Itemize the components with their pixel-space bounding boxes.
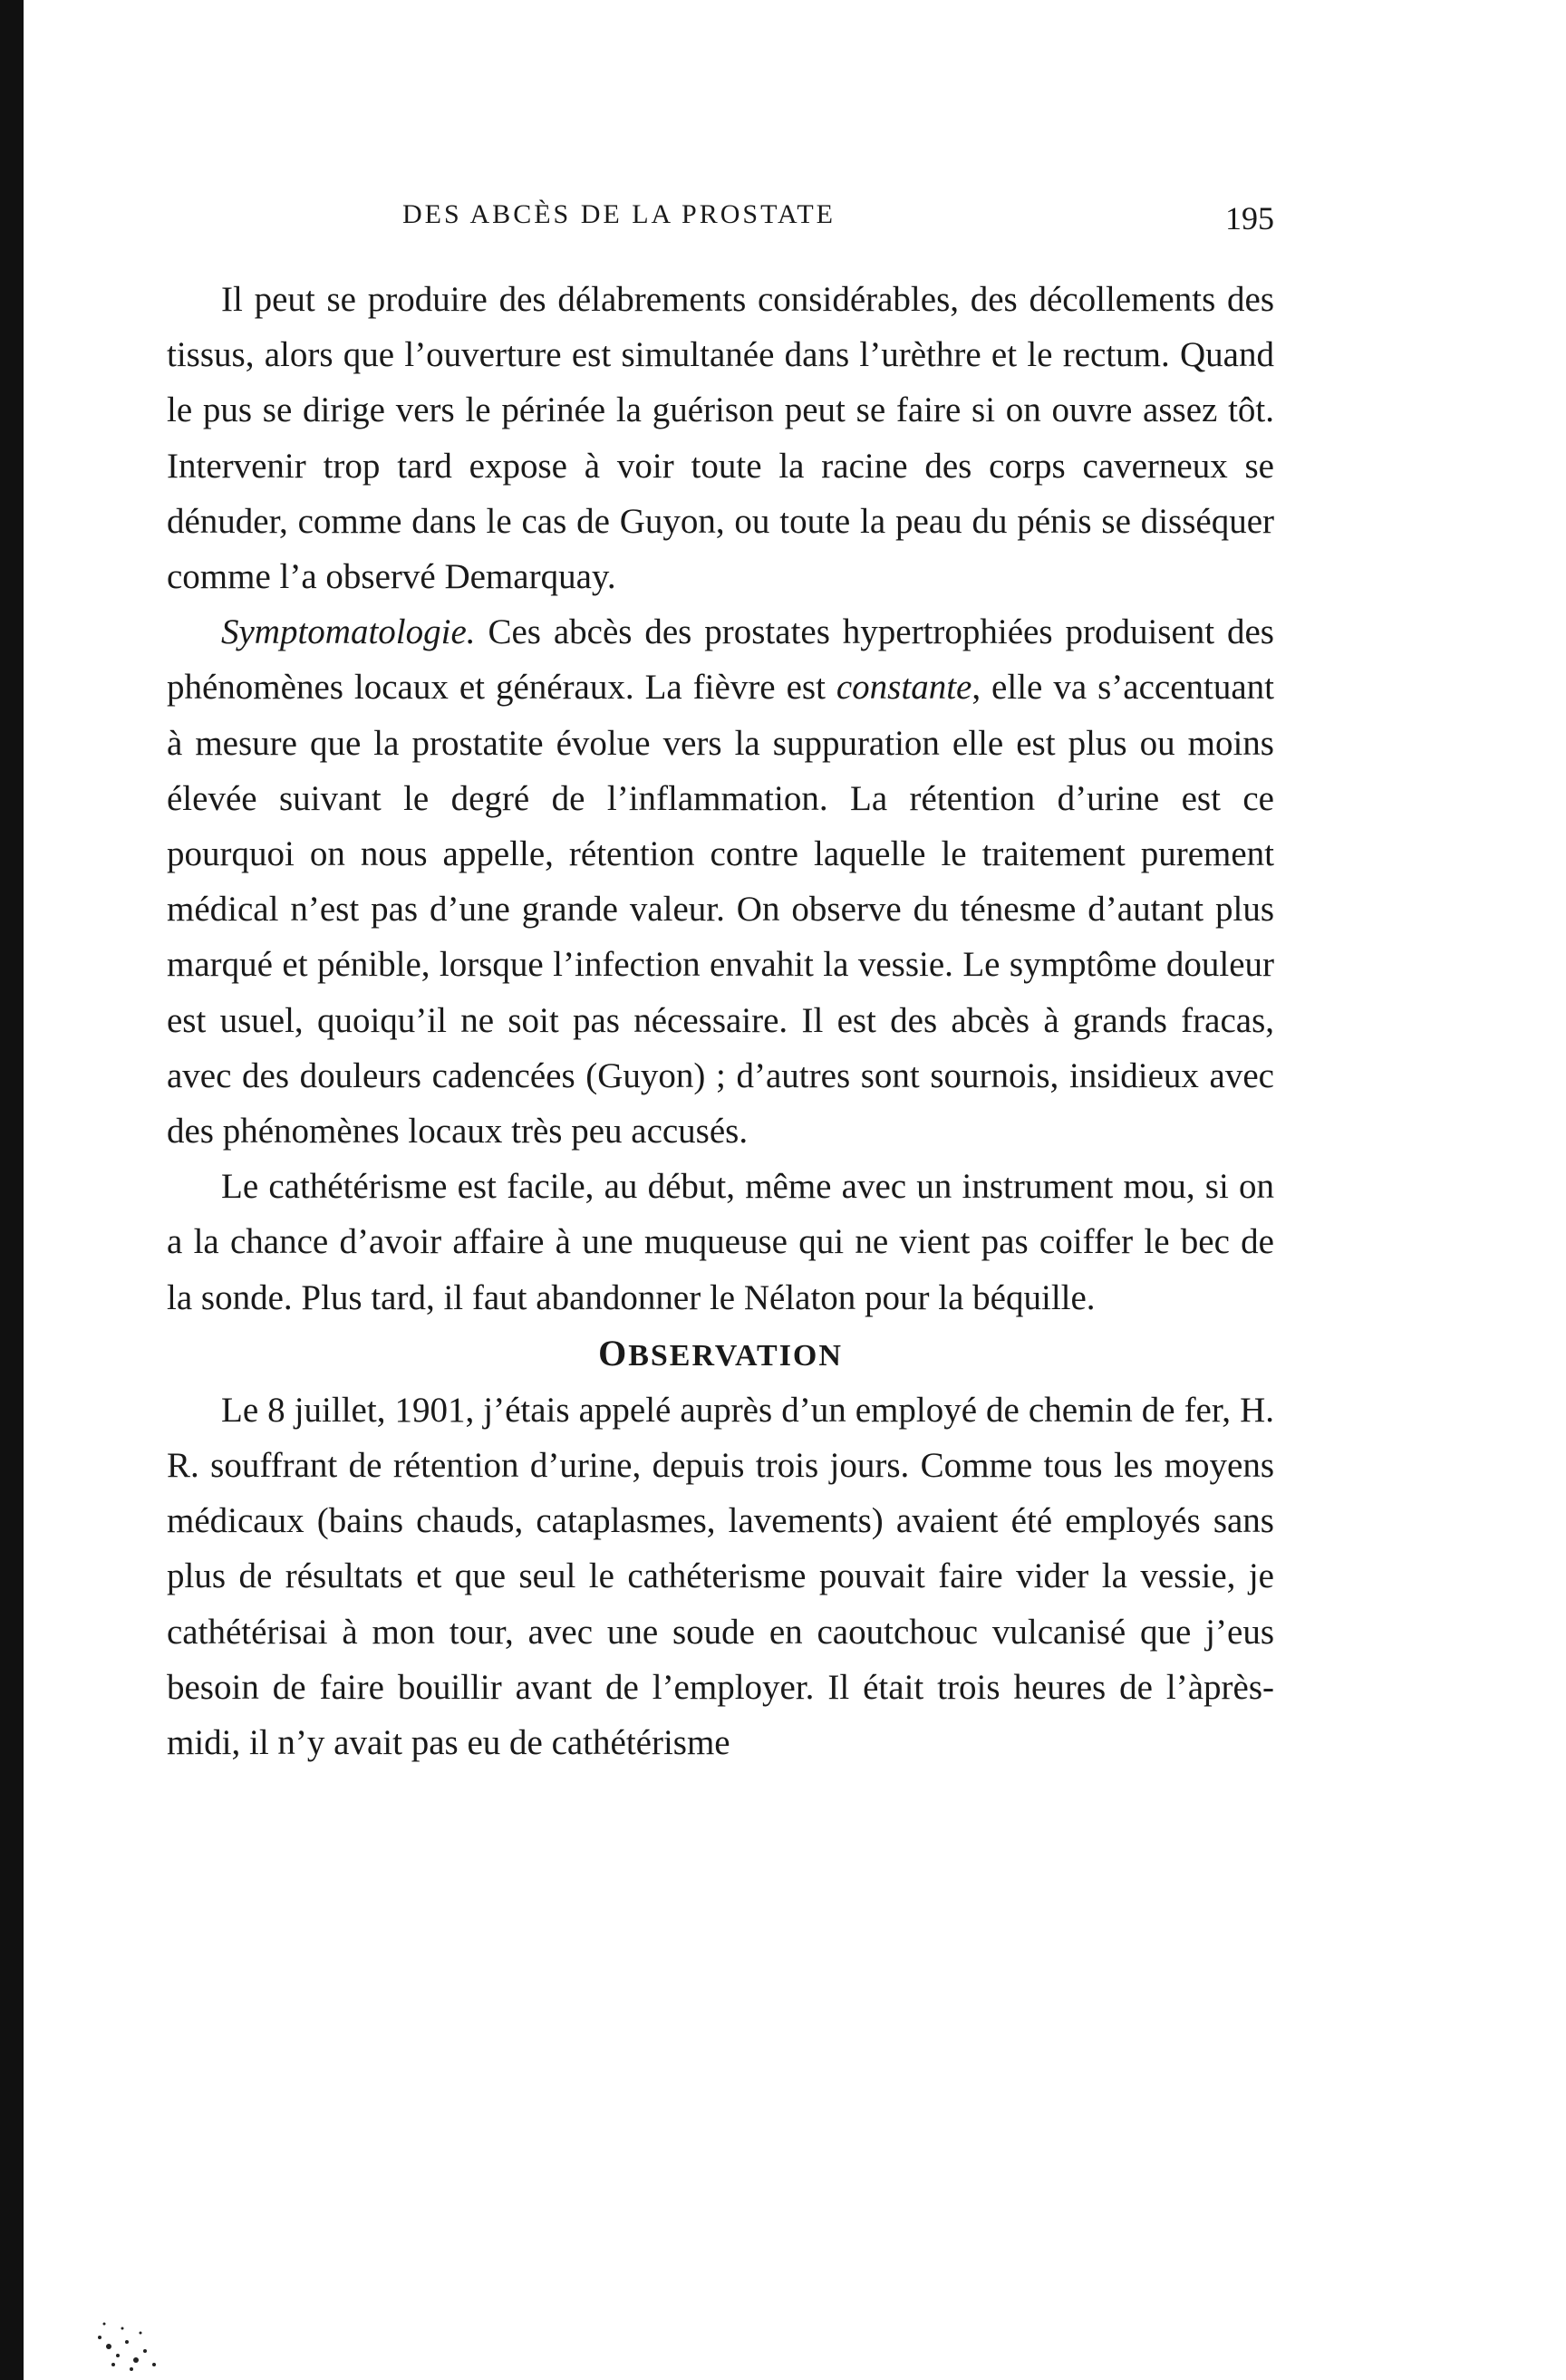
section-heading [167,1327,1274,1383]
heading-initial: O [598,1332,629,1373]
paragraph-2-text-b: , elle va s’accentuant à mesure que la prostatite évolue vers la suppuration elle est plus ou moins élevée suivant le degré de l’inflammation. La rétention d’urine est ce pourquoi on nous appelle, rétention contre laquelle le traitement purement médical n’est pas d’une grande valeur. On observe du ténesme d’autant plus marqué et pénible, lorsque l’infection envahit la vessie. Le symptôme douleur est usuel, quoiqu’il ne soit pas nécessaire. Il est des abcès à grands fracas, avec des douleurs cadencées (Guyon) ; d’autres sont sournois, insidieux avec des phénomènes locaux très peu accusés. [167,668,1274,1151]
binding-edge [0,0,24,2380]
heading-rest: BSERVATION [628,1338,843,1373]
section-lead-in: Symptomatologie. [221,612,476,652]
page [167,190,1274,1770]
scan-noise-decoration [82,2238,181,2374]
running-head [167,190,1274,245]
paragraph-2-text-a: Ces abcès des prostates hypertrophiées produisent des phénomènes locaux et généraux. La fièvre est [167,612,1274,708]
paragraph-2 [167,604,1274,1159]
running-title: DES ABCÈS DE LA PROSTATE [402,199,836,229]
emphasis-word: constante [836,668,972,708]
paragraph-1: Il peut se produire des délabrements considérables, des décollements des tissus, alors que l’ouverture est simultanée dans l’urèthre et le rectum. Quand le pus se dirige vers le périnée la guérison peut se faire si on ouvre assez tôt. Intervenir trop tard expose à voir toute la racine des corps caverneux se dénuder, comme dans le cas de Guyon, ou toute la peau du pénis se disséquer comme l’a observé Demarquay. [167,280,1274,597]
paragraph-3: Le cathétérisme est facile, au début, même avec un instrument mou, si on a la chance d’avoir affaire à une muqueuse qui ne vient pas coiffer le bec de la sonde. Plus tard, il faut abandonner le Nélaton pour la béquille. [167,1167,1274,1317]
page-number: 195 [1225,200,1274,236]
paragraph-4: Le 8 juillet, 1901, j’étais appelé auprès d’un employé de chemin de fer, H. R. souffrant de rétention d’urine, depuis trois jours. Comme tous les moyens médicaux (bains chauds, cataplasmes, lavements) avaient été employés sans plus de résultats et que seul le cathéterisme pouvait faire vider la vessie, je cathétérisai à mon tour, avec une soude en caoutchouc vulcanisé que j’eus besoin de faire bouillir avant de l’employer. Il était trois heures de l’àprès-midi, il n’y avait pas eu de cathétérisme [167,1390,1274,1763]
